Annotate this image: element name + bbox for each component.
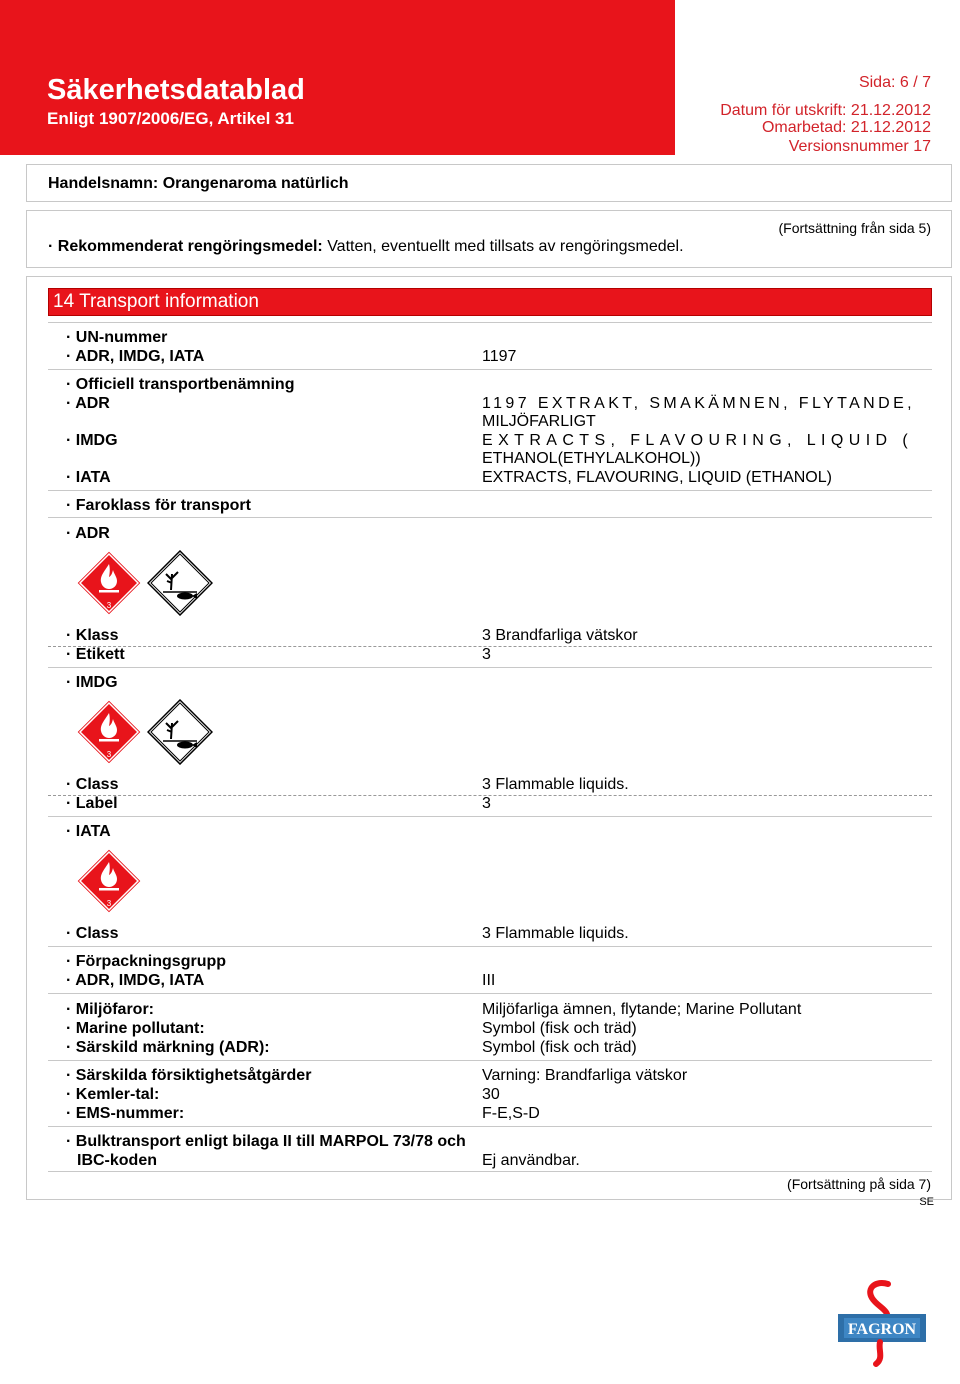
shipping-imdg-label: · IMDG	[66, 432, 118, 449]
document-title: Säkerhetsdatablad	[47, 74, 305, 106]
un-number-label: · UN-nummer	[66, 329, 168, 346]
shipping-iata-value: EXTRACTS, FLAVOURING, LIQUID (ETHANOL)	[482, 469, 832, 486]
fagron-logo	[836, 1278, 928, 1368]
env-hazards-label: · Miljöfaror:	[66, 1001, 154, 1018]
print-date: Datum för utskrift: 21.12.2012	[720, 102, 931, 119]
trade-name: Handelsnamn: Orangenaroma natürlich	[48, 175, 349, 192]
version-number: Versionsnummer 17	[788, 138, 931, 155]
shipping-name-label: · Officiell transportbenämning	[66, 376, 295, 393]
divider	[48, 816, 932, 817]
adr-label: · ADR	[66, 525, 110, 542]
shipping-adr-value-1: 1197 EXTRAKT, SMAKÄMNEN, FLYTANDE,	[482, 395, 916, 412]
special-marking-label: · Särskild märkning (ADR):	[66, 1039, 270, 1056]
divider	[48, 517, 932, 518]
precautions-value: Varning: Brandfarliga vätskor	[482, 1067, 688, 1084]
revision-date: Omarbetad: 21.12.2012	[761, 119, 931, 136]
flammable-pictogram	[76, 550, 142, 616]
kemler-value: 30	[482, 1086, 500, 1103]
marine-pollutant-label: · Marine pollutant:	[66, 1020, 205, 1037]
shipping-imdg-value-1: EXTRACTS, FLAVOURING, LIQUID (	[482, 432, 914, 449]
imdg-label: · IMDG	[66, 674, 118, 691]
logo-text: FAGRON	[847, 1321, 917, 1338]
cleaning-agent-label: Rekommenderat rengöringsmedel:	[57, 238, 323, 255]
bulk-label-1: · Bulktransport enligt bilaga II till MARPOL 73/78 och	[66, 1133, 466, 1150]
flammable-pictogram	[76, 848, 142, 914]
imdg-class-value: 3 Flammable liquids.	[482, 776, 629, 793]
divider	[48, 369, 932, 370]
un-number-sublabel: · ADR, IMDG, IATA	[66, 348, 205, 365]
adr-etikett-label: · Etikett	[66, 646, 125, 663]
divider	[48, 993, 932, 994]
shipping-adr-label: · ADR	[66, 395, 110, 412]
trade-name-box	[26, 164, 952, 202]
flammable-pictogram	[76, 699, 142, 765]
section-title: 14 Transport information	[53, 291, 259, 312]
document-subtitle: Enligt 1907/2006/EG, Artikel 31	[47, 109, 294, 128]
ems-label: · EMS-nummer:	[66, 1105, 185, 1122]
env-hazards-value: Miljöfarliga ämnen, flytande; Marine Pollutant	[482, 1001, 802, 1018]
continued-from: (Fortsättning från sida 5)	[778, 220, 931, 236]
divider	[48, 667, 932, 668]
adr-class-label: · Klass	[66, 627, 119, 644]
bulk-value: Ej användbar.	[482, 1152, 580, 1169]
divider	[48, 490, 932, 491]
divider	[48, 1126, 932, 1127]
precautions-label: · Särskilda försiktighetsåtgärder	[66, 1067, 312, 1084]
adr-etikett-value: 3	[482, 646, 491, 663]
packing-group-label: · Förpackningsgrupp	[66, 953, 227, 970]
divider	[48, 1060, 932, 1061]
imdg-class-label: · Class	[66, 776, 119, 793]
environment-pictogram	[147, 699, 213, 765]
pictogram-class-number: 3	[106, 899, 112, 908]
packing-group-sublabel: · ADR, IMDG, IATA	[66, 972, 205, 989]
imdg-label-label: · Label	[66, 795, 118, 812]
divider	[48, 946, 932, 947]
cleaning-agent-value: Vatten, eventuellt med tillsats av rengöringsmedel.	[327, 238, 684, 255]
page-number: Sida: 6 / 7	[858, 74, 931, 91]
section-header	[48, 288, 932, 316]
continuation-box	[26, 210, 952, 268]
hazard-class-label: · Faroklass för transport	[66, 497, 251, 514]
environment-pictogram	[147, 550, 213, 616]
shipping-adr-value-2: MILJÖFARLIGT	[482, 413, 596, 430]
kemler-label: · Kemler-tal:	[66, 1086, 160, 1103]
cleaning-agent-line: · Rekommenderat rengöringsmedel: Vatten, eventuellt med tillsats av rengöringsmedel.	[48, 238, 684, 255]
iata-class-label: · Class	[66, 925, 119, 942]
packing-group-value: III	[482, 972, 496, 989]
adr-class-value: 3 Brandfarliga vätskor	[482, 627, 638, 644]
divider	[48, 322, 932, 323]
pictogram-class-number: 3	[106, 750, 112, 759]
marine-pollutant-value: Symbol (fisk och träd)	[482, 1020, 637, 1037]
imdg-label-value: 3	[482, 795, 491, 812]
pictogram-class-number: 3	[106, 601, 112, 610]
shipping-imdg-value-2: ETHANOL(ETHYLALKOHOL))	[482, 450, 701, 467]
ems-value: F-E,S-D	[482, 1105, 540, 1122]
shipping-iata-label: · IATA	[66, 469, 111, 486]
bulk-label-2: IBC-koden	[77, 1152, 157, 1169]
iata-class-value: 3 Flammable liquids.	[482, 925, 629, 942]
special-marking-value: Symbol (fisk och träd)	[482, 1039, 637, 1056]
language-code: SE	[919, 1196, 934, 1208]
iata-label: · IATA	[66, 823, 111, 840]
continued-on: (Fortsättning på sida 7)	[787, 1176, 931, 1192]
un-number-value: 1197	[482, 348, 517, 365]
divider	[48, 1171, 932, 1172]
